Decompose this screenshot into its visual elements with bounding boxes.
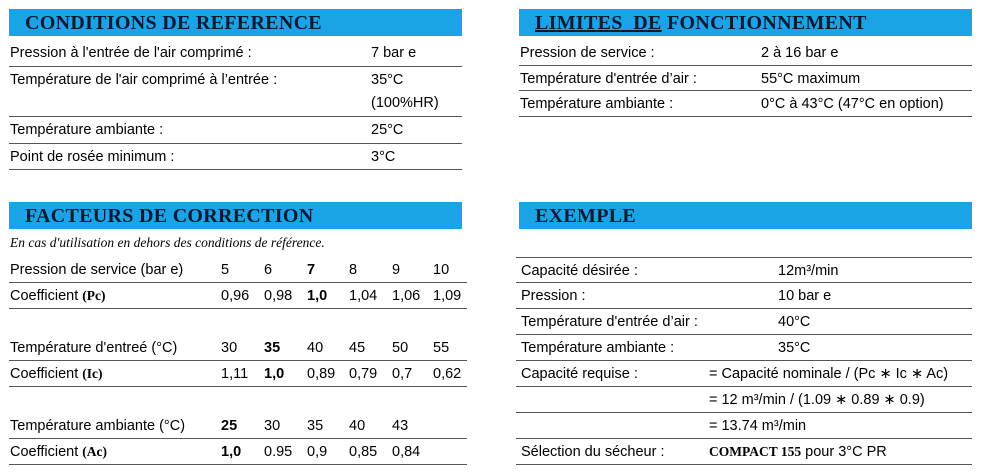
facteurs-title: FACTEURS DE CORRECTION [25, 205, 314, 227]
conditions-row [9, 117, 462, 144]
row-label: Température ambiante : [520, 96, 674, 112]
ambient-temp-value: 40 [349, 418, 366, 434]
limites-row [519, 91, 972, 117]
ambient-coef: 1,0 [221, 444, 242, 460]
exemple-title: EXEMPLE [535, 205, 636, 227]
inlet-temp-row [9, 335, 467, 361]
coef-label-text: Coefficient [10, 288, 79, 304]
row-value: = 13.74 m³/min [709, 418, 807, 434]
inlet-coef: 0,89 [307, 366, 336, 382]
ambient-coef: 0,9 [307, 444, 328, 460]
pressure-coef: 0,98 [264, 288, 293, 304]
row-value: 25°C [371, 122, 404, 138]
ambient-temp-value: 25 [221, 418, 238, 434]
row-value: 35°C [778, 340, 811, 356]
row-value: 12m³/min [778, 263, 839, 279]
ambient-coef-row [9, 439, 467, 465]
exemple-row [516, 283, 972, 309]
row-value: 3°C [371, 149, 396, 165]
row-value: 7 bar e [371, 45, 417, 61]
ambient-temp-value: 43 [392, 418, 409, 434]
coef-label [10, 439, 107, 465]
row-value: 10 bar e [778, 288, 832, 304]
inlet-coef: 1,11 [221, 366, 249, 382]
row-label: Pression de service : [520, 45, 655, 61]
selection-label: Sélection du sécheur : [521, 444, 665, 460]
coef-label-text: Coefficient [10, 444, 79, 460]
row-value: = Capacité nominale / (Pc ∗ Ic ∗ Ac) [709, 366, 949, 382]
conditions-header [9, 9, 462, 36]
selection-value [709, 439, 887, 465]
inlet-temp-value: 55 [433, 340, 450, 356]
pressure-value: 7 [307, 262, 316, 278]
coef-symbol: (Ic) [82, 366, 103, 381]
row-label: Pression : [521, 288, 586, 304]
inlet-coef: 1,0 [264, 366, 285, 382]
row-label: Température d'entrée d’air : [521, 314, 698, 330]
inlet-coef: 0,62 [433, 366, 462, 382]
limites-row [519, 66, 972, 91]
limites-row [519, 40, 972, 66]
pressure-coef: 1,06 [392, 288, 421, 304]
ambient-coef: 0,85 [349, 444, 378, 460]
ambient-coef: 0,84 [392, 444, 421, 460]
coef-label [10, 361, 103, 387]
row-label: Capacité requise : [521, 366, 638, 382]
inlet-coef: 0,79 [349, 366, 378, 382]
inlet-temp-value: 50 [392, 340, 409, 356]
ambient-temp-row [9, 413, 467, 439]
row-label: Température d'entrée d’air : [520, 71, 697, 87]
conditions-row [9, 144, 462, 170]
pressure-value: 9 [392, 262, 401, 278]
row-label: Température de l'air comprimé à l’entrée : [10, 72, 278, 88]
row-value: 2 à 16 bar e [761, 45, 839, 61]
inlet-temp-value: 45 [349, 340, 366, 356]
exemple-row [516, 361, 972, 387]
limites-title-underlined: LIMITES DE [535, 12, 662, 34]
pressure-coef-row [9, 283, 467, 309]
conditions-title: CONDITIONS DE REFERENCE [25, 12, 322, 34]
pressure-coef: 1,09 [433, 288, 462, 304]
pressure-label: Pression de service (bar e) [10, 262, 184, 278]
coef-label [10, 283, 106, 309]
inlet-coef-row [9, 361, 467, 387]
row-label: Point de rosée minimum : [10, 149, 175, 165]
exemple-row [516, 257, 972, 283]
exemple-row [516, 387, 972, 413]
inlet-coef: 0,7 [392, 366, 413, 382]
inlet-temp-value: 35 [264, 340, 281, 356]
row-label: Température ambiante : [10, 122, 164, 138]
exemple-row [516, 413, 972, 439]
conditions-row [9, 40, 462, 67]
facteurs-note: En cas d'utilisation en dehors des conditions de référence. [10, 235, 325, 250]
row-label: Température ambiante : [521, 340, 675, 356]
coef-label-text: Coefficient [10, 366, 79, 382]
pressure-value: 6 [264, 262, 273, 278]
row-value: 35°C [371, 72, 404, 88]
coef-symbol: (Pc) [82, 288, 106, 303]
row-label: Pression à l'entrée de l'air comprimé : [10, 45, 252, 61]
limites-title-rest: FONCTIONNEMENT [661, 12, 867, 34]
exemple-row [516, 309, 972, 335]
row-value: 55°C maximum [761, 71, 861, 87]
row-value: 0°C à 43°C (47°C en option) [761, 96, 944, 112]
pressure-value: 5 [221, 262, 230, 278]
ambient-temp-label: Température ambiante (°C) [10, 418, 186, 434]
selection-model: COMPACT 155 [709, 444, 802, 459]
pressure-value: 10 [433, 262, 450, 278]
conditions-row [9, 67, 462, 117]
ambient-temp-value: 30 [264, 418, 281, 434]
ambient-coef: 0.95 [264, 444, 293, 460]
row-value: = 12 m³/min / (1.09 ∗ 0.89 ∗ 0.9) [709, 392, 925, 408]
pressure-coef: 1,04 [349, 288, 378, 304]
inlet-temp-value: 30 [221, 340, 238, 356]
pressure-coef: 0,96 [221, 288, 250, 304]
exemple-row [516, 335, 972, 361]
row-value-secondary: (100%HR) [371, 95, 439, 111]
row-value: 40°C [778, 314, 811, 330]
facteurs-header [9, 202, 462, 229]
row-label: Capacité désirée : [521, 263, 638, 279]
inlet-temp-label: Température d'entreé (°C) [10, 340, 178, 356]
exemple-selection-row [516, 439, 972, 465]
exemple-header [519, 202, 972, 229]
coef-symbol: (Ac) [82, 444, 108, 459]
pressure-row [9, 257, 467, 283]
ambient-temp-value: 35 [307, 418, 324, 434]
inlet-temp-value: 40 [307, 340, 324, 356]
limites-header [519, 9, 972, 36]
pressure-value: 8 [349, 262, 358, 278]
selection-suffix: pour 3°C PR [801, 444, 887, 460]
pressure-coef: 1,0 [307, 288, 328, 304]
